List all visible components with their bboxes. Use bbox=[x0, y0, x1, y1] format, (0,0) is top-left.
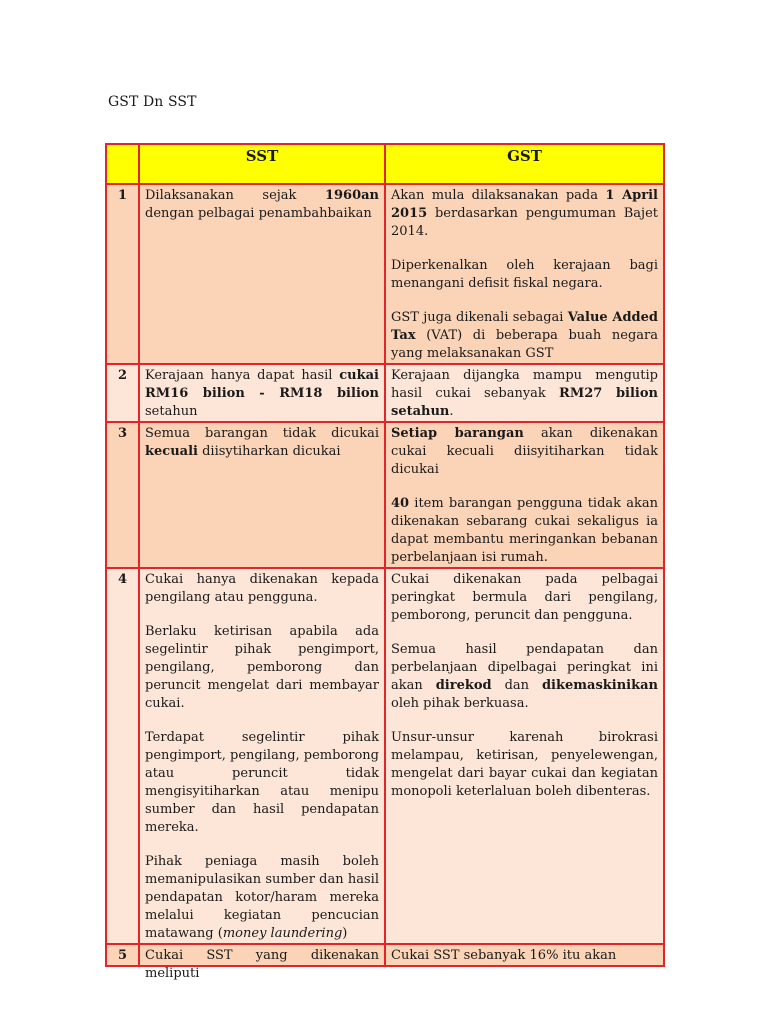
table-row bbox=[106, 568, 664, 944]
header-gst: GST bbox=[385, 144, 664, 184]
document-title: GST Dn SST bbox=[108, 94, 197, 110]
italic-text: money laundering bbox=[222, 926, 343, 941]
gst-cell bbox=[385, 422, 664, 568]
sst-cell bbox=[139, 364, 385, 422]
sst-cell bbox=[139, 568, 385, 944]
comparison-table bbox=[105, 143, 665, 981]
gst-paragraph: Setiap barangan akan dikenakan cukai kecuali diisyitiharkan tidak dicukai bbox=[391, 426, 658, 477]
header-sst: SST bbox=[139, 144, 385, 184]
table-row bbox=[106, 422, 664, 568]
bold-text: 1960an bbox=[324, 188, 379, 203]
sst-paragraph: Cukai SST yang dikenakan meliputi bbox=[145, 948, 379, 981]
bold-text: 40 bbox=[391, 496, 410, 511]
sst-cell bbox=[139, 944, 385, 981]
table-header-row bbox=[106, 144, 664, 184]
sst-paragraph: Pihak peniaga masih boleh memanipulasikan sumber dan hasil pendapatan kotor/haram mereka melalui kegiatan pencucian matawang (money laundering) bbox=[145, 854, 379, 941]
gst-paragraph: Cukai dikenakan pada pelbagai peringkat bermula dari pengilang, pemborong, peruncit dan pengguna. bbox=[391, 572, 658, 623]
gst-paragraph: Unsur-unsur karenah birokrasi melampau, ketirisan, penyelewengan, mengelat dari bayar cukai dan kegiatan monopoli keterlaluan boleh dibenteras. bbox=[391, 730, 658, 799]
bold-text: Setiap barangan bbox=[391, 426, 524, 441]
sst-paragraph: Dilaksanakan sejak 1960an dengan pelbagai penambahbaikan bbox=[145, 188, 379, 221]
row-number: 4 bbox=[106, 568, 139, 944]
gst-cell bbox=[385, 364, 664, 422]
gst-cell bbox=[385, 568, 664, 944]
bold-text: direkod bbox=[435, 678, 492, 693]
bold-text: 1 April 2015 bbox=[391, 188, 658, 221]
row-number: 3 bbox=[106, 422, 139, 568]
bold-text: Value Added Tax bbox=[391, 310, 658, 343]
gst-paragraph: Akan mula dilaksanakan pada 1 April 2015 berdasarkan pengumuman Bajet 2014. bbox=[391, 188, 658, 239]
sst-paragraph: Kerajaan hanya dapat hasil cukai RM16 bilion - RM18 bilion setahun bbox=[145, 368, 379, 419]
gst-paragraph: GST juga dikenali sebagai Value Added Tax (VAT) di beberapa buah negara yang melaksanakan GST bbox=[391, 310, 658, 361]
sst-cell bbox=[139, 184, 385, 364]
row-number: 5 bbox=[106, 944, 139, 966]
table-row bbox=[106, 184, 664, 364]
header-number-cell bbox=[106, 144, 139, 184]
gst-paragraph: Cukai SST sebanyak 16% itu akan bbox=[391, 948, 617, 963]
gst-paragraph: Kerajaan dijangka mampu mengutip hasil cukai sebanyak RM27 bilion setahun. bbox=[391, 368, 658, 419]
row-number: 2 bbox=[106, 364, 139, 422]
sst-paragraph: Terdapat segelintir pihak pengimport, pengilang, pemborong atau peruncit tidak mengisyitiharkan atau menipu sumber dan hasil pendapatan mereka. bbox=[145, 730, 380, 835]
table-row bbox=[106, 944, 664, 966]
sst-cell bbox=[139, 422, 385, 568]
sst-paragraph: Semua barangan tidak dicukai kecuali diisytiharkan dicukai bbox=[145, 426, 379, 459]
gst-paragraph: Diperkenalkan oleh kerajaan bagi menangani defisit fiskal negara. bbox=[391, 258, 658, 291]
bold-text: dikemaskinikan bbox=[541, 678, 658, 693]
bold-text: RM27 bilion setahun bbox=[391, 386, 658, 419]
gst-cell bbox=[385, 184, 664, 364]
gst-paragraph: Semua hasil pendapatan dan perbelanjaan dipelbagai peringkat ini akan direkod dan dikemaskinikan oleh pihak berkuasa. bbox=[391, 642, 658, 711]
sst-paragraph: Cukai hanya dikenakan kepada pengilang atau pengguna. bbox=[145, 572, 379, 605]
gst-paragraph: 40 item barangan pengguna tidak akan dikenakan sebarang cukai sekaligus ia dapat membantu meringankan bebanan perbelanjaan isi rumah. bbox=[391, 496, 658, 565]
sst-paragraph: Berlaku ketirisan apabila ada segelintir pihak pengimport, pengilang, pemborong dan peruncit mengelat dari membayar cukai. bbox=[145, 624, 379, 711]
bold-text: kecuali bbox=[145, 444, 198, 459]
bold-text: cukai RM16 bilion - RM18 bilion bbox=[145, 368, 379, 401]
gst-cell bbox=[385, 944, 664, 966]
row-number: 1 bbox=[106, 184, 139, 364]
table-row bbox=[106, 364, 664, 422]
